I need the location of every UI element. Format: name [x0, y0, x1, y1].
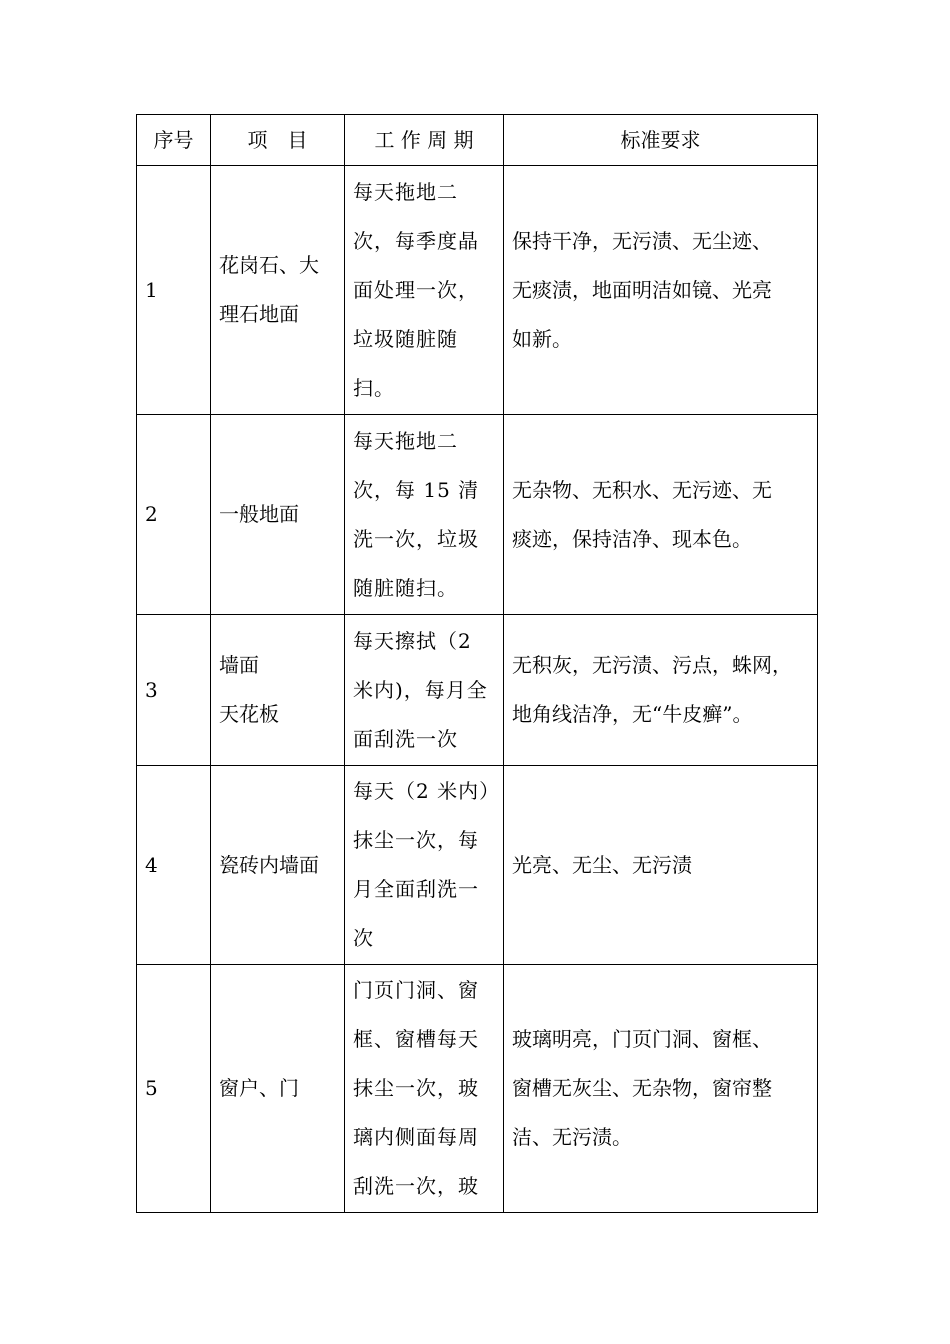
standard-line: 玻璃明亮，门页门洞、窗框、: [512, 1027, 772, 1051]
cycle-line: 次，每季度晶: [353, 228, 479, 253]
cycle-line: 抹尘一次，每: [353, 828, 479, 852]
standard-line: 无痰渍，地面明洁如镜、光亮: [512, 277, 772, 302]
cycle-line: 次: [353, 926, 374, 950]
cleaning-standards-table: [136, 114, 818, 1213]
row-number: 2: [137, 415, 211, 615]
cycle-line: 扫。: [353, 375, 395, 400]
standard-line: 如新。: [512, 326, 572, 351]
cycle-line: 门页门洞、窗: [353, 978, 479, 1002]
cycle-line: 次，每 15 清: [353, 477, 480, 502]
cycle-line: 刮洗一次，玻: [353, 1174, 479, 1198]
header-standard: 标准要求: [504, 115, 818, 166]
cycle-line: 随脏随扫。: [353, 575, 458, 600]
header-no: 序号: [137, 115, 211, 166]
row-item: [211, 766, 345, 965]
cycle-line: 面处理一次，: [353, 277, 479, 302]
table-row: [137, 615, 818, 766]
cycle-line: 米内)，每月全: [353, 677, 488, 702]
cycle-line: 璃内侧面每周: [353, 1125, 479, 1149]
row-number: 5: [137, 965, 211, 1213]
header-item: 项 目: [211, 115, 345, 166]
row-standard: [504, 965, 818, 1213]
row-item: [211, 965, 345, 1213]
row-standard: [504, 415, 818, 615]
row-cycle: [345, 166, 504, 415]
item-line: 一般地面: [219, 502, 299, 526]
row-standard: [504, 615, 818, 766]
row-item: [211, 415, 345, 615]
row-number: 3: [137, 615, 211, 766]
standard-line: 地角线洁净，无“牛皮癣”。: [512, 702, 753, 726]
row-cycle: [345, 615, 504, 766]
standard-line: 保持干净，无污渍、无尘迹、: [512, 228, 772, 253]
item-line: 天花板: [219, 702, 279, 726]
cycle-line: 每天拖地二: [353, 179, 458, 204]
standard-line: 无积灰，无污渍、污点，蛛网，: [512, 653, 792, 677]
item-line: 花岗石、大: [219, 253, 319, 277]
row-item: [211, 615, 345, 766]
item-line: 窗户、门: [219, 1076, 299, 1100]
standard-line: 光亮、无尘、无污渍: [512, 852, 692, 877]
table-header-row: [137, 115, 818, 166]
item-line: 瓷砖内墙面: [219, 852, 319, 877]
row-cycle: [345, 415, 504, 615]
cycle-line: 月全面刮洗一: [353, 877, 479, 901]
row-standard: [504, 766, 818, 965]
cycle-line: 面刮洗一次: [353, 726, 458, 751]
table-row: [137, 965, 818, 1213]
row-cycle: [345, 965, 504, 1213]
cycle-line: 每天拖地二: [353, 428, 458, 453]
row-number: 1: [137, 166, 211, 415]
header-cycle: 工 作 周 期: [345, 115, 504, 166]
standard-line: 痰迹，保持洁净、现本色。: [512, 526, 752, 551]
cycle-line: 每天（2 米内）: [353, 779, 501, 803]
cycle-line: 洗一次，垃圾: [353, 526, 479, 551]
standard-line: 洁、无污渍。: [512, 1125, 632, 1149]
standard-line: 无杂物、无积水、无污迹、无: [512, 477, 772, 502]
cycle-line: 每天擦拭（2: [353, 628, 472, 653]
table-row: [137, 766, 818, 965]
row-item: [211, 166, 345, 415]
item-line: 理石地面: [219, 302, 299, 326]
standard-line: 窗槽无灰尘、无杂物，窗帘整: [512, 1076, 772, 1100]
table-row: [137, 415, 818, 615]
cycle-line: 框、窗槽每天: [353, 1027, 479, 1051]
row-number: 4: [137, 766, 211, 965]
item-line: 墙面: [219, 653, 259, 677]
table-row: [137, 166, 818, 415]
cycle-line: 抹尘一次，玻: [353, 1076, 479, 1100]
cycle-line: 垃圾随脏随: [353, 326, 458, 351]
row-cycle: [345, 766, 504, 965]
row-standard: [504, 166, 818, 415]
